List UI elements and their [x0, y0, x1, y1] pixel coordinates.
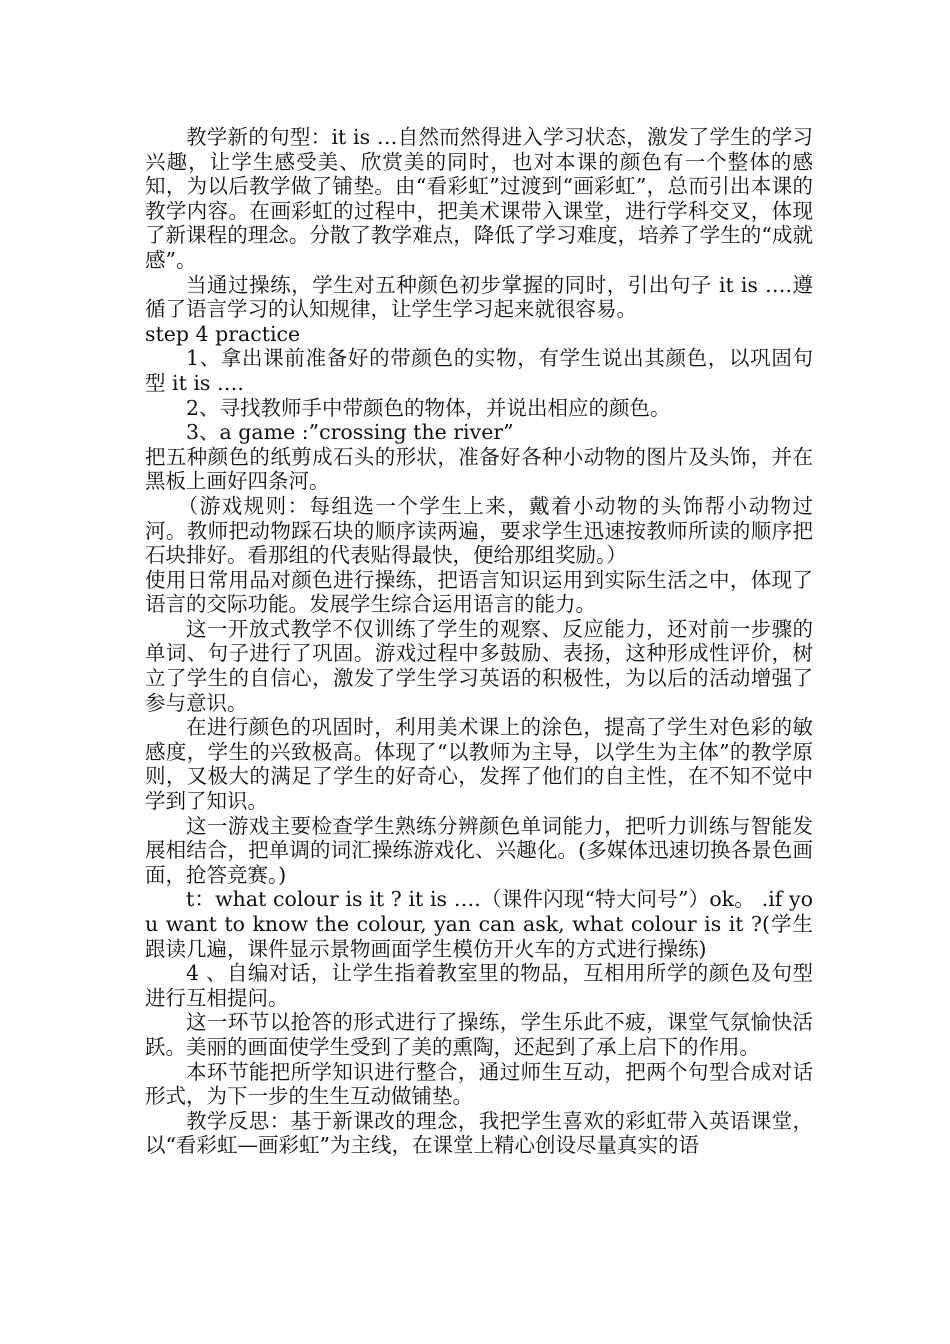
paragraph-reflection: 教学反思：基于新课改的理念，我把学生喜欢的彩虹带入英语课堂，以“看彩虹—画彩虹”为主线，在课堂上精心创设尽量真实的语	[145, 1108, 813, 1158]
practice-item-1: 1、拿出课前准备好的带颜色的实物，有学生说出其颜色，以巩固句型 it is ….	[145, 346, 813, 395]
practice-item-2: 2、寻找教师手中带颜色的物体，并说出相应的颜色。	[186, 395, 671, 420]
practice-item-4: 4 、自编对话，让学生指着教室里的物品，互相用所学的颜色及句型进行互相提问。	[145, 961, 813, 1010]
document-body	[145, 125, 813, 1158]
step-heading: step 4 practice	[145, 321, 301, 346]
paragraph-competition: 这一环节以抢答的形式进行了操练，学生乐此不疲，课堂气氛愉快活跃。美丽的画面使学生受到了美的熏陶，还起到了承上启下的作用。	[145, 1010, 813, 1059]
paragraph-game-check: 这一游戏主要检查学生熟练分辨颜色单词能力，把听力训练与智能发展相结合，把单调的词汇操练游戏化、兴趣化。(多媒体迅速切换各景色画面，抢答竞赛。)	[145, 813, 813, 887]
paragraph-dialogue: t：what colour is it ? it is ….（课件闪现“特大问号”）ok。 .if you want to know the colour, yan can ask, what colour is it ?(学生跟读几遍，课件显示景物画面学生模仿开火车的方式进行操练)	[145, 887, 813, 961]
paragraph-consolidation: 在进行颜色的巩固时，利用美术课上的涂色，提高了学生对色彩的敏感度，学生的兴致极高。体现了“以教师为主导，以学生为主体”的教学原则，又极大的满足了学生的好奇心，发挥了他们的自主性，在不知不觉中学到了知识。	[145, 715, 813, 814]
practice-item-3: 3、a game :”crossing the river”	[186, 420, 514, 445]
paragraph-drill: 当通过操练，学生对五种颜色初步掌握的同时，引出句子 it is ….遵循了语言学习的认知规律，让学生学习起来就很容易。	[145, 272, 813, 322]
paragraph-integration: 本环节能把所学知识进行整合，通过师生互动，把两个句型合成对话形式，为下一步的生生互动做铺垫。	[145, 1059, 813, 1109]
paragraph-daily-items: 使用日常用品对颜色进行操练，把语言知识运用到实际生活之中，体现了语言的交际功能。发展学生综合运用语言的能力。	[145, 567, 813, 617]
paragraph-open-teaching: 这一开放式教学不仅训练了学生的观察、反应能力，还对前一步骤的单词、句子进行了巩固。游戏过程中多鼓励、表扬，这种形成性评价，树立了学生的自信心，激发了学生学习英语的积极性，为以后的活动增强了参与意识。	[145, 616, 813, 715]
game-preparation: 把五种颜色的纸剪成石头的形状，准备好各种小动物的图片及头饰，并在黑板上画好四条河。	[145, 444, 813, 494]
game-rules: （游戏规则：每组选一个学生上来，戴着小动物的头饰帮小动物过河。教师把动物踩石块的顺序读两遍，要求学生迅速按教师所读的顺序把石块排好。看那组的代表贴得最快，便给那组奖励。）	[145, 493, 813, 568]
paragraph-new-sentence: 教学新的句型：it is …自然而然得进入学习状态，激发了学生的学习兴趣，让学生感受美、欣赏美的同时，也对本课的颜色有一个整体的感知，为以后教学做了铺垫。由“看彩虹”过渡到“画彩虹”，总而引出本课的教学内容。在画彩虹的过程中，把美术课带入课堂，进行学科交叉，体现了新课程的理念。分散了教学难点，降低了学习难度，培养了学生的“成就感”。	[145, 125, 813, 272]
